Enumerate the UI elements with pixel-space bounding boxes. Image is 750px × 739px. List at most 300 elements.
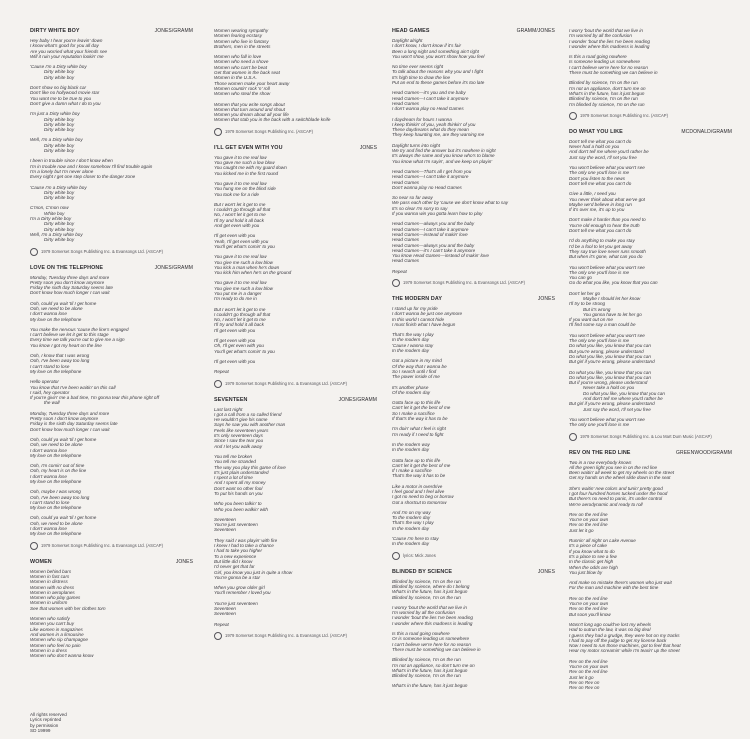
- lyric-line: You'll get what's comin' to you: [214, 348, 275, 354]
- lyric-line: I must finish what I have begun: [392, 321, 456, 327]
- lyric-line: That's the way I play: [392, 520, 434, 526]
- lyric-line: The only one you'll lose is me: [569, 269, 630, 275]
- lyric-line: Oh, I'll get even with you: [214, 343, 264, 349]
- lyric-line: Don't tell me what you can't do: [569, 180, 632, 186]
- lyric-line: You're on your own: [569, 664, 609, 670]
- lyric-line: It's a piece of cake: [569, 543, 607, 549]
- lyric-line: But girl if you're wrong, please understand: [569, 401, 655, 407]
- lyric-line: You tell me broken: [214, 453, 253, 459]
- lyric-line: What's in the future, has it just begun: [392, 667, 468, 673]
- lyric-line: Blinded by science, I'm on the run: [569, 80, 638, 86]
- lyric-line: I don't wanna lose: [30, 473, 67, 479]
- lyric-line: Do what you like, you know that you can: [569, 353, 651, 359]
- lyric-line: You gave it to me real low: [214, 254, 267, 260]
- publisher-logo-icon: [569, 433, 577, 441]
- stanza: [569, 80, 732, 106]
- lyric-line: Rev on the red line: [569, 669, 608, 675]
- lyric-line: We're aerodynamic and ready to roll: [569, 501, 643, 507]
- lyric-line: Rev on the red line: [569, 595, 608, 601]
- stanza: [214, 338, 377, 354]
- publisher-logo-icon: [214, 380, 222, 388]
- copyright-notice: [392, 552, 555, 560]
- lyric-line: Been a long night and something ain't right: [392, 48, 479, 54]
- lyric-line: You make the nervous 'cause the line's engaged: [30, 326, 129, 332]
- lyric-line: Last last night: [214, 406, 243, 412]
- stanza: [569, 460, 732, 481]
- lyric-line: I'm a Dirty white boy: [30, 216, 72, 222]
- lyric-line: I guess they had a grudge, they were hot on my tracks: [569, 632, 680, 638]
- lyric-line: Head Games: [392, 258, 420, 264]
- stanza: [392, 90, 555, 111]
- footer-line: All rights reserved: [30, 712, 67, 717]
- lyric-line: In the modern day: [392, 337, 430, 343]
- lyric-line: No, I won't let it get to me: [214, 212, 266, 218]
- lyric-line: But when it's gone, what can you do: [569, 254, 643, 260]
- publisher-logo-icon: [392, 279, 400, 287]
- song-title: I'LL GET EVEN WITH YOU: [214, 144, 283, 151]
- song-credit: JONES: [537, 568, 555, 575]
- lyric-line: There must be something we can believe in: [392, 646, 481, 652]
- lyric-line: I wonder where this madness is leading: [569, 43, 650, 49]
- stanza: [214, 601, 377, 617]
- stanza: [392, 269, 555, 274]
- stanza: [30, 275, 193, 296]
- lyric-line: Two in a row everybody knows: [569, 459, 632, 465]
- lyric-line: I can't believe we let it get to this stage: [30, 332, 109, 338]
- lyric-line: Every night I get one step closer to the danger zone: [30, 174, 136, 180]
- lyric-line: To the modern day: [392, 515, 431, 521]
- lyric-line: That's the way I play: [392, 332, 434, 338]
- publisher-logo-icon: [214, 128, 222, 136]
- lyric-line: You know what I'm sayin', and we keep on playin': [392, 158, 493, 164]
- lyric-line: My love on the telephone: [30, 368, 82, 374]
- song-block: [569, 450, 732, 691]
- stanza: [569, 580, 732, 591]
- lyric-line: If I make a sacrifice: [392, 468, 432, 474]
- lyric-line: Don't you listen to the news: [569, 175, 626, 181]
- lyric-line: You won't believe what you won't see: [569, 332, 645, 338]
- lyric-line: It's so clear I'm sorry to say: [392, 205, 448, 211]
- stanza: [569, 622, 732, 654]
- lyric-line: Now I need to run those machines, got to feel that heat: [569, 643, 681, 649]
- lyric-line: I can't believe we're here for no reason: [569, 64, 648, 70]
- lyric-line: I'll try and hold it all back: [214, 322, 264, 328]
- lyric-line: Give a little, I need you: [569, 191, 616, 197]
- lyric-line: So I make a sacrifice: [392, 410, 435, 416]
- stanza: [569, 265, 732, 286]
- stanza: [30, 205, 193, 242]
- copyright-text: 1979 Somerset Songs Publishing Inc. (ASCAP): [580, 112, 668, 118]
- lyric-line: I'll try to be strong: [569, 301, 606, 307]
- lyric-line: I got a call from a so called friend: [214, 411, 282, 417]
- lyric-line: White boy: [44, 210, 65, 216]
- lyric-line: Don't tell me what you can't do: [569, 138, 632, 144]
- lyric-line: Head Games—I can't take it anymore: [392, 226, 469, 232]
- stanza: [214, 369, 377, 374]
- lyric-line: And women in a limousine: [30, 631, 84, 637]
- stanza: [392, 605, 555, 626]
- lyric-line: And don't tell me where you'd rather be: [569, 149, 649, 155]
- publisher-logo-icon: [30, 542, 38, 550]
- lyric-line: Ooh, could ya wait 'til I get home: [30, 300, 97, 306]
- lyric-line: And get even with you: [214, 223, 260, 229]
- lyric-line: Just say the word, I'll set you free: [583, 406, 651, 412]
- lyric-line: You gave it to me real low: [214, 154, 267, 160]
- lyric-line: I don't know, I don't know if it's fair: [392, 43, 462, 49]
- lyric-line: Women in uniform: [30, 600, 68, 606]
- lyric-line: My love on the telephone: [30, 505, 82, 511]
- lyric-line: It's only seventeen days: [214, 433, 263, 439]
- stanza: [214, 202, 377, 228]
- lyric-line: Ooh, I've been away too long: [30, 358, 90, 364]
- lyric-line: Women in aeroplanes: [30, 589, 75, 595]
- lyric-line: You gave it to me real low: [214, 280, 267, 286]
- lyric-line: I don't wanna lose: [30, 526, 67, 532]
- lyric-line: 'Cause I'm a Dirty white boy: [30, 64, 87, 70]
- song-credit: MCDONALD/GRAMM: [681, 128, 732, 135]
- lyric-line: But if you're wrong, please understand: [569, 380, 648, 386]
- stanza: [392, 143, 555, 164]
- song-title: LOVE ON THE TELEPHONE: [30, 264, 104, 271]
- lyric-line: For the man and machine with the best time: [569, 585, 659, 591]
- lyric-line: Don't know how much longer I can wait: [30, 290, 110, 296]
- lyric-line: Those women make your heart away: [214, 80, 290, 86]
- lyric-line: Don't tell me what you can't do: [569, 228, 632, 234]
- stanza: [392, 631, 555, 652]
- song-credit: GRAMM/JONES: [516, 28, 555, 34]
- lyric-line: You're on your own: [569, 601, 609, 607]
- lyric-line: It's high time to draw the line: [392, 74, 451, 80]
- song-title: HEAD GAMES: [392, 28, 430, 34]
- lyric-line: But girl if you're wrong, please understand: [569, 359, 655, 365]
- lyric-line: In the modern way: [392, 441, 430, 447]
- song-credit: JONES/GRAMM: [154, 264, 193, 271]
- lyric-line: She's waitin' new colors and tunin' pretty good: [569, 485, 663, 491]
- lyric-line: The only one you'll lose is me: [569, 170, 630, 176]
- song-title: THE MODERN DAY: [392, 295, 443, 302]
- lyric-line: See that women with her clothes torn: [30, 605, 106, 611]
- stanza: [214, 407, 377, 449]
- copyright-text: 1979 Somerset Songs Publishing Inc. & Evansongs Ltd. (ASCAP): [403, 280, 525, 286]
- lyric-line: I wonder 'bout the lies I've been reading: [392, 615, 473, 621]
- lyric-line: I'll get even with you: [214, 233, 256, 239]
- lyric-line: Head Games—That's all I get from you: [392, 168, 472, 174]
- lyric-line: The only one you'll lose is me: [569, 422, 630, 428]
- lyric-line: Women that you write songs about: [214, 101, 285, 107]
- song-title: REV ON THE RED LINE: [569, 449, 631, 456]
- lyric-line: Seventeen: [214, 611, 236, 617]
- lyric-line: You'll get what's comin' to you: [214, 243, 275, 249]
- lyric-line: Rev on Rev on: [569, 685, 600, 691]
- lyric-line: It's always the same and you know who's to blame: [392, 153, 495, 159]
- lyric-line: Maybe we'd believe in long run: [569, 201, 632, 207]
- stanza: [569, 417, 732, 428]
- lyric-line: Rev on the red line: [569, 606, 608, 612]
- lyric-line: Never take a hold on you: [583, 385, 635, 391]
- lyric-line: I keep thinkin' of you, yeah thinkin' of you: [392, 121, 476, 127]
- lyric-line: I couldn't go through all that: [214, 311, 271, 317]
- lyric-line: Women that stab you in the back with a switchblade knife: [214, 117, 331, 123]
- stanza: [392, 38, 555, 59]
- song-block: [214, 145, 377, 388]
- lyric-line: Put an end to these games before it's too late: [392, 80, 485, 86]
- lyric-line: Women fearing ecstasy: [214, 33, 262, 39]
- lyric-line: But I won't let it get to me: [214, 201, 266, 207]
- lyric-line: I had to pay off the judge to get my license back: [569, 637, 667, 643]
- song-header: [392, 296, 555, 302]
- publisher-logo-icon: [214, 632, 222, 640]
- stanza: [30, 569, 193, 611]
- lyric-line: You gave me such a low blow: [214, 160, 275, 166]
- lyric-line: If you wanna win you gotta learn how to play: [392, 211, 483, 217]
- stanza: [392, 169, 555, 190]
- lyric-line: I'm not an appliance, don't turn me on: [569, 85, 646, 91]
- lyric-line: You won't show, you won't show how you feel: [392, 53, 485, 59]
- lyric-line: Ooh, we need to be alone: [30, 520, 83, 526]
- lyric-line: Go do what you like, you know that you can: [569, 280, 658, 286]
- lyric-line: But you're wrong, please understand: [569, 348, 644, 354]
- stanza: [392, 484, 555, 505]
- lyric-line: No, I won't let it get to me: [214, 317, 266, 323]
- lyric-line: So I search until I find: [392, 368, 437, 374]
- lyrics-column-1: [30, 28, 193, 733]
- song-header: [30, 559, 193, 565]
- stanza: [214, 454, 377, 496]
- song-title: DO WHAT YOU LIKE: [569, 128, 623, 135]
- lyric-line: I wonder where this madness is leading: [392, 620, 473, 626]
- lyric-line: Or is someone leading us somewhere: [392, 636, 470, 642]
- lyric-line: I'm in trouble now and I know somehow I'll find trouble again: [30, 163, 153, 169]
- song-block: [214, 28, 377, 136]
- lyric-line: Blinded by science, I'm on the run: [392, 594, 461, 600]
- lyric-line: But soon you'll know: [569, 611, 611, 617]
- lyric-line: Seventeen: [214, 516, 236, 522]
- lyric-line: Get my hands on the wheel slide down in the seat: [569, 475, 671, 481]
- lyric-line: Dirty white boy: [44, 116, 75, 122]
- lyric-line: Don't show no big black car: [30, 85, 87, 91]
- stanza: [214, 359, 377, 364]
- publisher-logo-icon: [569, 112, 577, 120]
- lyric-line: I'm doin' what I feel is right: [392, 426, 446, 432]
- lyric-line: I wonry 'bout the world that we live in: [392, 604, 467, 610]
- lyric-line: Yeah, I'll get even with you: [214, 238, 269, 244]
- lyric-line: Rev on the red line: [569, 522, 608, 528]
- copyright-notice: [569, 112, 732, 120]
- lyric-line: And I'm on my way: [392, 509, 431, 515]
- lyric-line: You kick a man when he's down: [214, 264, 280, 270]
- lyric-line: Got a shortcut to tomorrow: [392, 499, 447, 505]
- stanza: [214, 181, 377, 197]
- lyric-line: You give me such a low blow: [214, 259, 273, 265]
- copyright-text: 1979 Somerset Songs Publishing Inc. & Evansongs Ltd. (ASCAP): [225, 380, 347, 386]
- lyric-line: Women in a dress: [30, 647, 68, 653]
- stanza: [392, 306, 555, 327]
- lyric-line: Friday the sixth day Saturday seems late: [30, 285, 113, 291]
- lyric-line: There must be something we can believe in: [569, 70, 658, 76]
- lyric-line: We try and find the answer but it's nowhere in sight: [392, 148, 496, 154]
- lyric-line: You gave it to me real low: [214, 180, 267, 186]
- song-title: WOMEN: [30, 558, 52, 565]
- stanza: [30, 111, 193, 132]
- lyric-line: I'm blinded by science, I'm on the run: [569, 101, 645, 107]
- lyric-line: I'll get even with you: [214, 327, 256, 333]
- lyric-line: Hey baby I hear you're leavin' down: [30, 38, 103, 43]
- lyric-line: Daylight turns into night: [392, 142, 441, 148]
- stanza: [214, 280, 377, 301]
- stanza: [30, 301, 193, 322]
- lyric-line: You never think about what we've got: [569, 196, 645, 202]
- stanza: [392, 64, 555, 85]
- stanza: [30, 515, 193, 536]
- lyric-line: Ooh, I'm comin' out of time: [30, 463, 85, 469]
- lyric-line: Seventeen: [214, 527, 236, 533]
- lyric-line: the wall: [44, 400, 60, 406]
- lyric-line: To talk about the reasons why you and I fight: [392, 69, 483, 75]
- lyric-line: I'm worried by all the confusion: [392, 610, 455, 616]
- stanza: [214, 28, 377, 49]
- lyric-line: You know that I've been waitin' on this call: [30, 384, 116, 390]
- lyric-line: In the modern day: [392, 525, 430, 531]
- stanza: [392, 657, 555, 678]
- lyric-line: Are you worried what your friends see: [30, 48, 108, 54]
- lyric-line: Women you can't buy: [30, 621, 75, 627]
- stanza: [569, 291, 732, 328]
- lyric-line: Dirty white boy: [44, 237, 75, 243]
- lyric-line: Women behind bars: [30, 568, 72, 574]
- lyric-line: What's in the future, has it just begun: [569, 90, 645, 96]
- lyric-line: Brothers, men in the streets: [214, 43, 271, 49]
- lyric-line: What's in the future, has it just begun: [392, 589, 468, 595]
- lyric-line: Blinded by science, I'm on the run: [392, 657, 461, 663]
- lyric-line: I said, hey operator: [30, 389, 70, 395]
- stanza: [392, 579, 555, 600]
- lyric-line: Do what you like, you know that you can: [583, 390, 665, 396]
- lyric-line: I had to take you higher: [214, 548, 263, 554]
- lyric-line: I'd do anything to make you stay: [569, 238, 635, 244]
- lyric-line: Blinded by science, I'm on the run: [569, 96, 638, 102]
- song-credit: JONES/GRAMM: [154, 28, 193, 34]
- lyric-line: Monday, Tuesday three days and more: [30, 274, 110, 280]
- stanza: [30, 185, 193, 201]
- copyright-notice: [214, 380, 377, 388]
- stanza: [214, 54, 377, 96]
- stanza: [214, 102, 377, 123]
- lyric-line: The power inside of me: [392, 374, 440, 380]
- lyric-line: Who you been talkin' to: [214, 501, 262, 507]
- lyric-line: The only one you'll lose is me: [569, 338, 630, 344]
- stanza: [392, 195, 555, 216]
- song-block: [392, 28, 555, 287]
- lyric-line: Every time we talk you're out to give me a sign: [30, 337, 125, 343]
- lyric-line: I don't wanna be just one anymore: [392, 311, 463, 317]
- lyric-line: Women with no dress: [30, 584, 75, 590]
- lyric-line: Got a picture in my mind: [392, 358, 442, 364]
- copyright-text: lyrics: Mick Jones: [403, 552, 436, 558]
- lyric-line: I'm ready to do me in: [214, 296, 257, 302]
- lyric-line: Dirty white boy: [44, 195, 75, 201]
- lyric-line: I stand up for my pride: [392, 305, 438, 311]
- lyrics-column-3: [392, 28, 555, 733]
- song-block: [392, 296, 555, 560]
- lyric-line: You caught me with my guard down: [214, 165, 287, 171]
- lyric-line: You're gonna be a star: [214, 574, 261, 580]
- stanza: [30, 38, 193, 59]
- stanza: [569, 54, 732, 75]
- lyric-line: Runnin' all night on Lake Avenue: [569, 538, 636, 544]
- lyric-line: Head Games—always you and the baby: [392, 221, 475, 227]
- lyric-line: Blinded by science, I'm on the run: [392, 578, 461, 584]
- lyric-line: And I spent all my money: [214, 480, 266, 486]
- stanza: [30, 411, 193, 432]
- song-credit: JONES: [175, 558, 193, 565]
- lyric-line: Ooh, we need to be alone: [30, 442, 83, 448]
- lyric-line: Of the way that I wanna be: [392, 363, 447, 369]
- lyric-line: Don't make it harder than you need to: [569, 217, 646, 223]
- song-header: [30, 28, 193, 34]
- lyric-line: I don't wanna lose: [30, 311, 67, 317]
- lyric-line: You'll remember I loved you: [214, 590, 271, 596]
- lyric-line: Seventeen: [214, 606, 236, 612]
- lyric-line: Women you dream about all your life: [214, 112, 289, 118]
- lyric-line: I daydream for hours I wanna: [392, 116, 452, 122]
- lyric-line: Is this a road going nowhere: [569, 54, 627, 60]
- stanza: [30, 353, 193, 374]
- lyric-line: And don't tell me where you'd rather be: [583, 396, 663, 402]
- stanza: [392, 683, 555, 688]
- copyright-text: 1979 Somerset Songs Publishing Inc. & Evansongs Ltd. (ASCAP): [41, 542, 163, 548]
- lyric-line: You're just seventeen: [214, 522, 258, 528]
- song-header: [569, 450, 732, 456]
- lyric-line: Don't let her go: [569, 290, 601, 296]
- stanza: [569, 486, 732, 507]
- lyric-line: You won't believe what you won't see: [569, 165, 645, 171]
- stanza: [392, 221, 555, 263]
- lyric-line: Dirty white boy: [44, 221, 75, 227]
- lyric-line: In the modern day: [392, 348, 430, 354]
- stanza: [30, 489, 193, 510]
- stanza: [392, 332, 555, 353]
- footer-line: Lyrics reprinted: [30, 717, 62, 723]
- lyric-line: Repeat: [214, 621, 229, 627]
- stanza: [30, 64, 193, 80]
- lyric-line: I wonder 'bout the lies I've been reading: [569, 38, 650, 44]
- lyric-line: Friday is the sixth day Saturday seems late: [30, 421, 118, 427]
- lyric-line: In the modern day: [392, 541, 430, 547]
- lyric-line: But I won't let it get to me: [214, 306, 266, 312]
- copyright-notice: [392, 279, 555, 287]
- publisher-logo-icon: [392, 552, 400, 560]
- lyric-line: In the modern day: [392, 447, 430, 453]
- lyric-line: I'm just a Dirty white boy: [30, 111, 80, 117]
- lyric-line: My love on the telephone: [30, 479, 82, 484]
- lyric-line: I'm ready if I need to fight: [392, 431, 444, 437]
- song-block: [569, 28, 732, 120]
- stanza: [569, 596, 732, 617]
- stanza: [569, 165, 732, 186]
- lyric-line: When you grow older girl: [214, 585, 265, 591]
- song-credit: GREENWOOD/GRAMM: [676, 449, 732, 456]
- lyric-line: 'Cause I'm here to stay: [392, 536, 439, 542]
- lyric-line: You tell me stranded: [214, 459, 256, 465]
- lyric-line: Rev on the red line: [569, 658, 608, 664]
- lyric-line: I don't wanna play no Head Games: [392, 106, 464, 112]
- lyric-line: All the green light you see in on the red line: [569, 464, 658, 470]
- lyric-line: You won't believe what you won't see: [569, 416, 645, 422]
- stanza: [392, 400, 555, 421]
- lyric-line: He wouldn't give his name: [214, 417, 268, 423]
- lyric-line: Daylight alright: [392, 38, 423, 43]
- lyric-line: Been waitin' all week to get my wheels on the street: [569, 470, 675, 476]
